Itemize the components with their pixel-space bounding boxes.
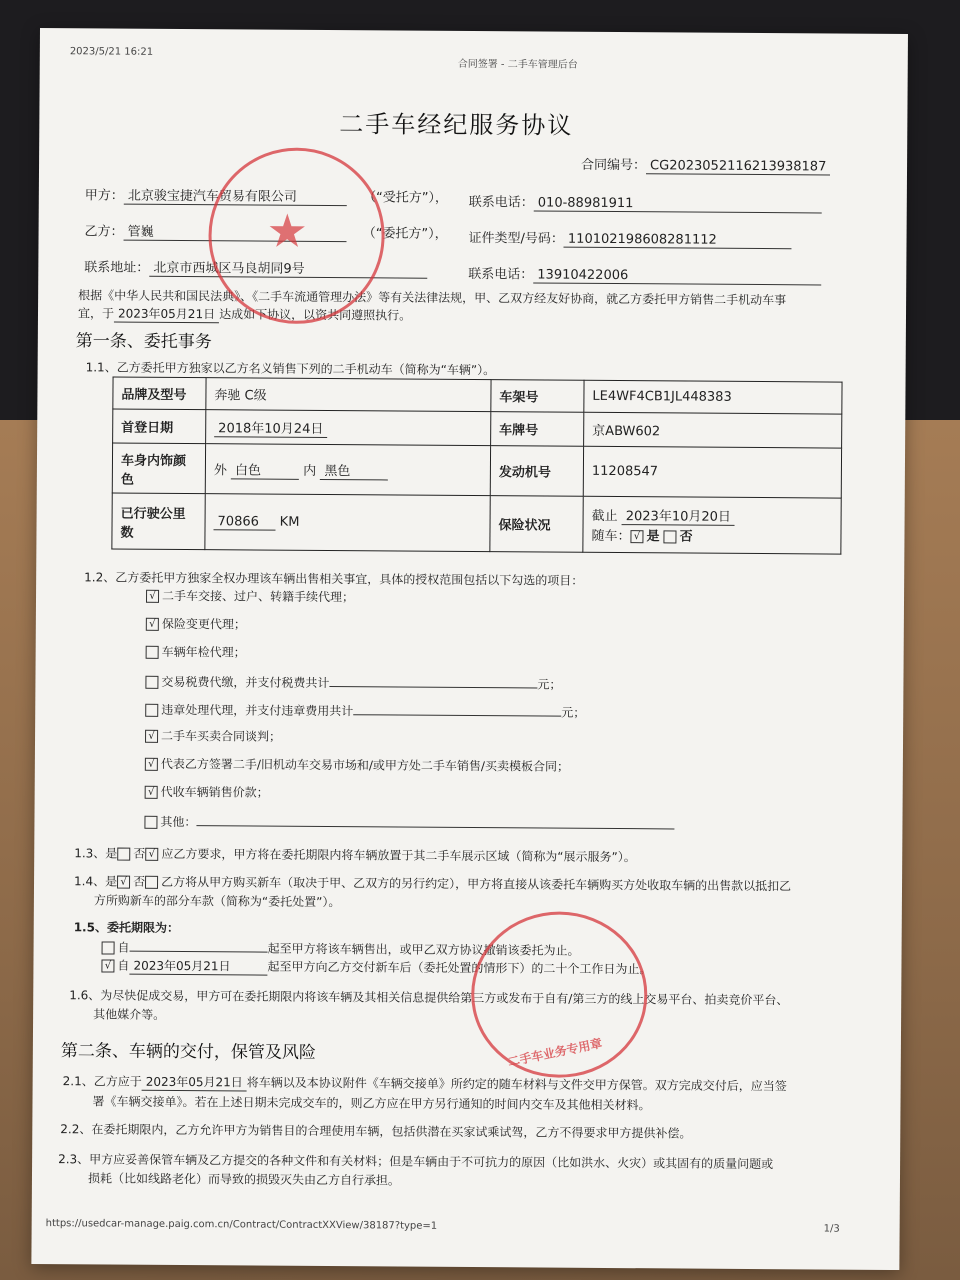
party-b-id bbox=[468, 227, 792, 249]
address-value: 北京市西城区马良胡同9号 bbox=[149, 257, 427, 279]
vehicle-row bbox=[112, 443, 841, 498]
option-text: 违章处理代理，并支付违章费用共计 bbox=[161, 702, 354, 719]
mileage-unit: KM bbox=[279, 514, 300, 530]
brand-value: 奔驰 C级 bbox=[206, 378, 491, 412]
term-option-2-date: 2023年05月21日 bbox=[129, 957, 267, 976]
party-a-label: 甲方： bbox=[84, 188, 124, 204]
vehicle-table bbox=[111, 377, 842, 555]
clause-1-4 bbox=[74, 872, 791, 894]
authorization-option bbox=[146, 587, 354, 605]
clause-2-1-prefix: 2.1、乙方应于 bbox=[62, 1074, 142, 1089]
print-datetime: 2023/5/21 16:21 bbox=[69, 46, 154, 58]
clause-1-3-yes-label: 1.3、是 bbox=[74, 846, 118, 861]
option-text: 代表乙方签署二手/旧机动车交易市场和/或甲方处二手车销售/买卖模板合同； bbox=[160, 756, 570, 774]
term-option-1-text: 起至甲方将该车辆售出，或甲乙双方协议撤销该委托为止。 bbox=[267, 941, 580, 958]
authorization-option bbox=[144, 811, 674, 834]
section-2-heading: 第二条、车辆的交付，保管及风险 bbox=[60, 1041, 316, 1063]
option-checkbox bbox=[145, 704, 158, 717]
vin-value: LE4WF4CB1JL448383 bbox=[584, 380, 842, 414]
option-text: 保险变更代理； bbox=[161, 616, 246, 632]
contract-number-value: CG2023052116213938187 bbox=[646, 158, 830, 175]
authorization-option bbox=[145, 755, 569, 775]
party-b-phone-label: 联系电话： bbox=[468, 266, 534, 283]
option-checkbox: √ bbox=[146, 618, 159, 631]
checkbox-yes: √ bbox=[630, 530, 643, 543]
clause-1-4-yes-label: 1.4、是 bbox=[73, 874, 118, 889]
clause-1-4-text: 乙方将从甲方购买新车（取决于甲、乙双方的另行约定），甲方将直接从该委托车辆购买方处收取车辆的出售款以抵扣乙 bbox=[161, 874, 792, 894]
term-option-1-from: 自 bbox=[117, 940, 130, 955]
clause-1-6-line-1: 1.6、为尽快促成交易，甲方可在委托期限内将该车辆及其相关信息提供给第三方或发布于自有/第三方的线上交易平台、拍卖竞价平台、 bbox=[69, 988, 789, 1008]
clause-2-1-line-2: 署《车辆交接单》。若在上述日期未完成交车的，则乙方应在甲方另行通知的时间内交车及其他相关材料。 bbox=[92, 1094, 651, 1113]
option-checkbox bbox=[144, 816, 157, 829]
term-option-2-from: 自 bbox=[117, 958, 130, 973]
yes-label: 是 bbox=[646, 529, 660, 545]
brand-label: 品牌及型号 bbox=[113, 377, 206, 410]
clause-2-3-line-2: 损耗（比如线路老化）而导致的损毁灭失由乙方自行承担。 bbox=[87, 1171, 401, 1188]
party-b-name: 管巍 bbox=[124, 221, 347, 243]
authorization-option bbox=[145, 671, 561, 693]
option-text: 二手车交接、过户、转籍手续代理； bbox=[161, 588, 355, 605]
color-in-value: 黑色 bbox=[320, 459, 388, 479]
clause-1-4-no-label: 否 bbox=[133, 874, 146, 889]
checkbox-no bbox=[664, 530, 677, 543]
plate-value: 京ABW602 bbox=[584, 412, 842, 448]
reg-date-label: 首登日期 bbox=[113, 409, 206, 444]
authorization-option bbox=[146, 615, 246, 633]
clause-1-2: 1.2、乙方委托甲方独家全权办理该车辆出售相关事宜，具体的授权范围包括以下勾选的项目： bbox=[84, 570, 584, 588]
preamble-line-1: 根据《中华人民共和国民法典》、《二手车流通管理办法》等有关法律法规，甲、乙双方经友好协商，就乙方委托甲方销售二手机动车事 bbox=[78, 288, 787, 308]
term-option-2-text: 起至甲方向乙方交付新车后（委托处置的情形下）的二十个工作日为止。 bbox=[267, 959, 652, 977]
option-checkbox: √ bbox=[145, 786, 158, 799]
mileage-cell bbox=[205, 494, 490, 552]
party-b-phone-value: 13910422006 bbox=[533, 267, 821, 285]
party-a-role: （“受托方”）， bbox=[362, 190, 449, 206]
option-checkbox bbox=[145, 676, 158, 689]
insurance-follow-label: 随车： bbox=[591, 528, 631, 545]
insurance-prefix: 截止 bbox=[591, 508, 618, 525]
clause-2-1-text: 将车辆以及本协议附件《车辆交接单》所约定的随车材料与文件交甲方保管。双方完成交付后，应当签 bbox=[246, 1075, 787, 1094]
contract-number bbox=[581, 154, 830, 176]
party-b-id-label: 证件类型/号码： bbox=[468, 230, 564, 247]
preamble-date: 2023年05月21日 bbox=[114, 305, 219, 324]
insurance-cell bbox=[583, 496, 841, 554]
option-text: 交易税费代缴，并支付税费共计 bbox=[161, 674, 330, 691]
option-checkbox: √ bbox=[145, 758, 158, 771]
section-1-heading: 第一条、委托事务 bbox=[75, 331, 212, 353]
clause-1-1: 1.1、乙方委托甲方独家以乙方名义销售下列的二手机动车（简称为“车辆”）。 bbox=[85, 360, 496, 378]
reg-date-cell bbox=[206, 410, 491, 446]
party-a-phone bbox=[469, 191, 822, 213]
option-checkbox bbox=[146, 646, 159, 659]
vehicle-row bbox=[113, 377, 842, 414]
party-b-role: （“委托方”）， bbox=[362, 226, 448, 242]
clause-1-3-yes-box bbox=[117, 848, 130, 861]
option-suffix: 元； bbox=[537, 677, 562, 692]
clause-1-3-no-label: 否 bbox=[133, 846, 146, 861]
option-text: 车辆年检代理； bbox=[161, 644, 246, 660]
authorization-option bbox=[145, 783, 269, 801]
authorization-option bbox=[145, 727, 281, 745]
option-text: 二手车买卖合同谈判； bbox=[161, 728, 282, 744]
party-b-id-value: 110102198608281112 bbox=[564, 232, 792, 250]
option-text: 其他： bbox=[160, 814, 197, 830]
party-b-phone bbox=[468, 263, 821, 285]
party-a-name: 北京骏宝捷汽车贸易有限公司 bbox=[124, 185, 347, 207]
color-out-value: 白色 bbox=[231, 459, 299, 479]
address-label: 联系地址： bbox=[84, 260, 150, 276]
authorization-option bbox=[146, 643, 246, 661]
mileage-label: 已行驶公里数 bbox=[112, 493, 205, 550]
clause-2-1-line-1 bbox=[63, 1072, 787, 1095]
color-in-prefix: 内 bbox=[303, 463, 317, 479]
insurance-date: 2023年10月20日 bbox=[622, 505, 735, 526]
footer-page-number: 1/3 bbox=[823, 1223, 840, 1235]
clause-1-4-yes-box: √ bbox=[117, 876, 130, 889]
term-option-2-box: √ bbox=[101, 959, 114, 972]
mileage-value: 70866 bbox=[214, 514, 276, 530]
footer-url: https://usedcar-manage.paig.com.cn/Contract/ContractXXView/38187?type=1 bbox=[45, 1218, 438, 1232]
no-label: 否 bbox=[679, 529, 693, 545]
party-a-phone-value: 010-88981911 bbox=[534, 195, 822, 213]
vehicle-row bbox=[113, 409, 842, 448]
clause-1-3-no-box: √ bbox=[145, 848, 158, 861]
option-blank bbox=[329, 672, 537, 688]
plate-label: 车牌号 bbox=[491, 412, 584, 447]
authorization-option bbox=[145, 699, 585, 721]
vehicle-row bbox=[112, 493, 841, 554]
clause-2-1-date: 2023年05月21日 bbox=[142, 1073, 247, 1092]
preamble-prefix: 宜，于 bbox=[77, 306, 115, 321]
term-option-1-date-blank bbox=[130, 937, 268, 953]
clause-1-4-line-2: 方所购新车的部分车款（简称为“委托处置”）。 bbox=[93, 893, 341, 910]
seal-star-icon: ★ bbox=[266, 203, 309, 258]
color-out-prefix: 外 bbox=[213, 462, 227, 478]
business-seal-text: 二手车业务专用章 bbox=[506, 1036, 604, 1070]
option-text: 代收车辆销售价款； bbox=[160, 784, 269, 800]
clause-1-4-no-box bbox=[145, 876, 158, 889]
insurance-label: 保险状况 bbox=[490, 496, 583, 553]
option-blank bbox=[196, 811, 674, 829]
clause-1-6-line-2: 其他媒介等。 bbox=[93, 1007, 166, 1022]
term-option-1-box bbox=[102, 941, 115, 954]
option-checkbox: √ bbox=[145, 730, 158, 743]
option-checkbox: √ bbox=[146, 590, 159, 603]
color-label: 车身内饰颜色 bbox=[112, 443, 205, 494]
clause-1-5-label: 1.5、委托期限为： bbox=[73, 920, 180, 935]
clause-1-3-text: 应乙方要求，甲方将在委托期限内将车辆放置于其二手车展示区域（简称为“展示服务”）。 bbox=[161, 846, 636, 865]
engine-label: 发动机号 bbox=[490, 446, 583, 497]
reg-date-value: 2018年10月24日 bbox=[214, 417, 327, 438]
color-cell bbox=[205, 444, 490, 496]
preamble-suffix: 达成如下协议，以资共同遵照执行。 bbox=[219, 307, 412, 323]
engine-value: 11208547 bbox=[583, 446, 841, 498]
clause-1-3 bbox=[74, 844, 636, 865]
option-suffix: 元； bbox=[561, 705, 586, 720]
contract-page bbox=[31, 28, 908, 1270]
clause-2-3-line-1: 2.3、甲方应妥善保管车辆及乙方提交的各种文件和有关材料；但是车辆由于不可抗力的原因（比如洪水、火灾）或其固有的质量问题或 bbox=[58, 1152, 774, 1172]
contract-number-label: 合同编号： bbox=[581, 157, 647, 174]
party-b-label: 乙方： bbox=[84, 224, 124, 240]
clause-2-2: 2.2、在委托期限内，乙方允许甲方为销售目的合理使用车辆，包括供潜在买家试乘试驾，乙方不得要求甲方提供补偿。 bbox=[60, 1122, 692, 1141]
option-blank bbox=[353, 700, 561, 716]
party-a-phone-label: 联系电话： bbox=[468, 194, 534, 211]
document-title: 二手车经纪服务协议 bbox=[339, 110, 574, 140]
print-page-title: 合同签署 - 二手车管理后台 bbox=[457, 58, 578, 71]
vin-label: 车架号 bbox=[491, 380, 584, 413]
